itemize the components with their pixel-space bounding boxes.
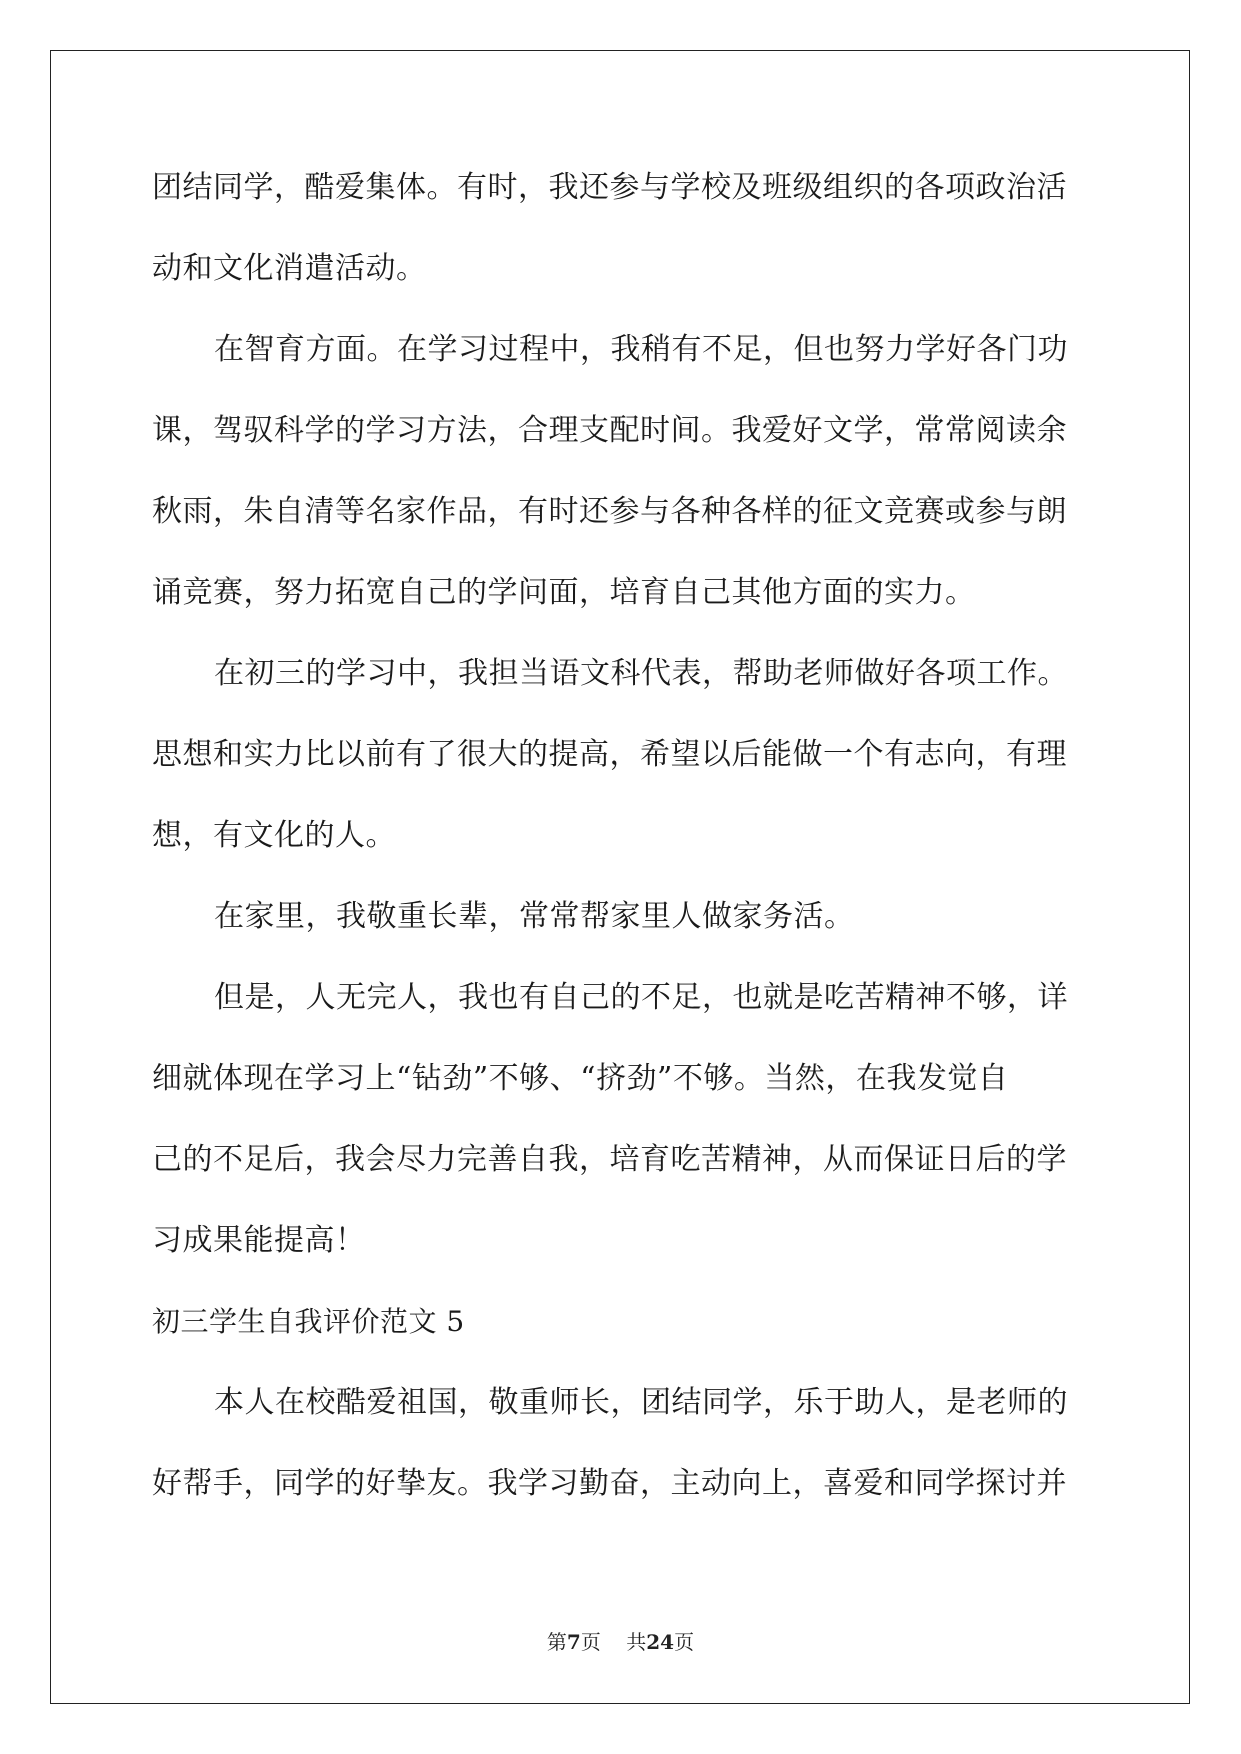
text-line: 动和文化消遣活动。 — [152, 251, 427, 286]
paragraph-start: 在家里，我敬重长辈，常常帮家里人做家务活。 — [214, 899, 855, 934]
text-line: 己的不足后，我会尽力完善自我，培育吃苦精神，从而保证日后的学 — [152, 1142, 1067, 1177]
page-footer — [0, 1626, 1241, 1655]
text-line: 团结同学，酷爱集体。有时，我还参与学校及班级组织的各项政治活 — [152, 170, 1067, 205]
text-line: 思想和实力比以前有了很大的提高，希望以后能做一个有志向，有理 — [152, 737, 1067, 772]
text-line: 秋雨，朱自清等名家作品，有时还参与各种各样的征文竞赛或参与朗 — [152, 494, 1067, 529]
document-body — [152, 160, 1092, 1537]
paragraph-start: 本人在校酷爱祖国，敬重师长，团结同学，乐于助人，是老师的 — [214, 1385, 1068, 1420]
total-pages: 24 — [646, 1630, 675, 1654]
page-number: 7 — [566, 1630, 581, 1654]
footer-total-suffix: 页 — [674, 1630, 695, 1654]
footer-total-prefix: 共 — [626, 1630, 647, 1654]
paragraph-start: 在智育方面。在学习过程中，我稍有不足，但也努力学好各门功 — [214, 332, 1068, 367]
text-line: 想，有文化的人。 — [152, 818, 396, 853]
paragraph-start: 在初三的学习中，我担当语文科代表，帮助老师做好各项工作。 — [214, 656, 1068, 691]
text-line: 诵竞赛，努力拓宽自己的学问面，培育自己其他方面的实力。 — [152, 575, 976, 610]
text-line: 细就体现在学习上“钻劲”不够、“挤劲”不够。当然，在我发觉自 — [152, 1061, 1009, 1096]
text-line: 好帮手，同学的好挚友。我学习勤奋，主动向上，喜爱和同学探讨并 — [152, 1466, 1067, 1501]
text-line: 课，驾驭科学的学习方法，合理支配时间。我爱好文学，常常阅读余 — [152, 413, 1067, 448]
footer-page-suffix: 页 — [580, 1630, 601, 1654]
text-line: 习成果能提高！ — [152, 1223, 366, 1258]
paragraph-start: 但是，人无完人，我也有自己的不足，也就是吃苦精神不够，详 — [214, 980, 1068, 1015]
section-heading: 初三学生自我评价范文 5 — [152, 1305, 465, 1338]
footer-prefix: 第 — [546, 1630, 567, 1654]
